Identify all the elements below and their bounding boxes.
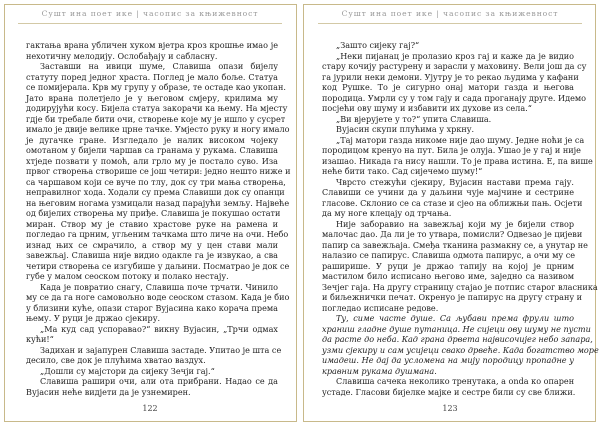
text-line: му се да га ноге самовољно воде сеоском стазом. Када је био [26, 292, 290, 302]
header-rule [318, 23, 582, 24]
text-line: са чаршавом који се вуче по тлу, док су три мања створења, [26, 176, 286, 187]
text-line: мастилом било исписано његово име, заједно са називом [322, 271, 574, 281]
text-line: завежљај. Славиша није видио одакле га је извукао, а сва [26, 250, 278, 260]
text-line: њему. У руци је држао сјекиру. [26, 313, 161, 323]
text-line: „Ма куд сад успоравао?“ викну Вујасин, „Трчи одмах [40, 323, 278, 334]
text-line: Ту, симе часте душе. Са љубави према фрули што [336, 313, 574, 323]
text-line: да му ноге клецају од трчања. [322, 208, 452, 218]
text-line: омотаном у бијели чаршав са гранама у рукама. Славиша [26, 145, 278, 155]
text-line: раширише. У руци је држао тапију на којој је црним [322, 260, 574, 271]
text-line: Када је повратио снагу, Славиша поче трчати. Чинило [40, 281, 278, 292]
text-line: погледао га црним, угљеним тачкама што личе на очи. Небо [26, 229, 289, 239]
text-line: Чврсто стежући сјекиру, Вујасин настави према гају. [336, 176, 574, 187]
text-line: изнад њих се смрачило, а створ му у цен стави мали [26, 239, 278, 250]
text-line: код Рушке. То је сигурно онај матори газда и његова [322, 82, 574, 92]
text-line: и биљежнички печат. Окренуо је папирус на другу страну и [322, 292, 583, 302]
text-line: Није заборавио на завежљај који му је бијели створ [336, 218, 574, 229]
text-line: гактања врана убличен хуком вјетра кроз крошње имао је [26, 40, 278, 50]
text-line: храниш гладне душе путаница. Не сијеци ову шуму не пусти [322, 323, 591, 334]
text-line: десило, све док је плућима хватао ваздух. [26, 355, 206, 365]
text-line: у близини куће, опази старог Вујасина како корача према [26, 302, 278, 313]
text-line: Славиша рашири очи, али ота прибрани. Надао се да [40, 376, 278, 386]
running-header: Сушт ина поет ике | часопис за књижевност [341, 9, 559, 18]
text-line: од бијелих створења му приђе. Славиша је покушао остати [26, 208, 281, 218]
text-block [322, 40, 599, 397]
text-line: изашао. Никада га нису нашли. То је права истина. Е, па више [322, 155, 593, 166]
text-line: нехотичну мелодију. Ослобађају и сабласну. [26, 50, 218, 61]
text-line: налазио се папирус. Славиша одмота папирус, а очи му се [322, 250, 576, 260]
text-line: гдје би требале бити очи, створење које му је ишло у сусрет [26, 113, 286, 124]
text-line: се помијерала. Крв му групу у образе, те остаде као укопан. [26, 82, 286, 92]
header-rule [18, 23, 282, 24]
text-line: Зечјег гаја. На другу страницу стајао је потпис старог власника [322, 281, 598, 292]
text-line: Задихан и зајапурен Славиша застаде. Упитао је шта се [40, 344, 282, 355]
running-header: Сушт ина поет ике | часопис за књижевност [41, 9, 259, 18]
text-block [26, 40, 291, 397]
text-line: узми сјекиру и сам усијеци свако дрвеће. Када богатство море [322, 344, 599, 355]
text-line: Заставши на ивици шуме, Славиша опази бијелу [40, 61, 278, 71]
text-line: „Зашто сијеку гај?“ [336, 40, 420, 50]
text-line: статуту поред једног храста. Поглед је мало боље. Статуа [26, 71, 278, 82]
text-line: „Тај матори газда никоме није дао шуму. Једне ноћи је са [336, 134, 585, 145]
text-line: Вујасин скупи плућима у хркну. [336, 124, 475, 134]
text-line: „Неки пијанац је пролазио кроз гај и каже да је видио [336, 50, 574, 61]
text-line: посјећи ову шуму и избавити их духове из села.“ [322, 103, 532, 113]
text-line: Славиша сачека неколико тренутака, а onda ко опарен [336, 376, 575, 386]
text-line: неправилног хода. Ходали су према Славиши док су опанци [26, 187, 285, 197]
text-line: имадеш. Не дај да усломена на мију породицу пропадне у [322, 355, 574, 365]
text-line: Славиши се учини да у даљини чује мајчине и сестрине [322, 187, 574, 197]
text-line: га јурили неки демони. Ујутру је то рекао људима у кафани [322, 71, 579, 82]
page-number: 122 [142, 404, 158, 413]
text-line: на његовим ногама узмицали назад парајући земљу. Највеће [26, 197, 290, 208]
text-line: гласове. Склонио се са стазе и сјео на оближњи пањ. Осјети [322, 197, 583, 208]
text-line: четири створења се изгубише у даљини. Посматрао је док се [26, 260, 290, 271]
text-line: погледао исписане редове. [322, 302, 439, 313]
text-line: додирујући косу. Бијела статуа закорачи ка њему. На мјесту [26, 103, 288, 113]
text-line: имало је двије велике црне тачке. Умјесто руку и ногу имало [26, 124, 290, 134]
text-line: миран. Створ му је ставио храстове руке на рамена и [26, 218, 278, 229]
text-line: стару кочију растурену и зарасли у маховину. Вели још да су [322, 61, 587, 71]
right-page [300, 0, 600, 426]
text-line: првог створења створише се још четири: једно нешто ниже и [26, 166, 291, 176]
text-line: губе у малом сеоском потоку и полако нестају. [26, 271, 229, 281]
page-number: 123 [442, 404, 458, 413]
text-line: је дугачке гране. Изгледало је налик високом чојеку [26, 134, 278, 145]
text-line: кравним рукама душмана. [322, 365, 437, 376]
text-line: хтједе позвати у помоћ, али грло му је постало суво. Иза [26, 155, 278, 166]
text-line: „Ви вјерујете у то?“ упита Славиша. [336, 113, 492, 124]
text-line: породицом кренуо на пут. Била је олуја. Ушао је у гај и није [322, 145, 581, 155]
text-line: да расте до неба. Кад грана дрвета највисочијег небо запара, [322, 334, 593, 344]
text-line: Вујасин неће видјети да је узнемирен. [26, 386, 191, 397]
text-line: папир са завежљаја. Смеђа тканина размакну се, а унутар не [322, 239, 588, 250]
text-line: малочас дао. Да ли је то утвара, помисли? Одвезао је цијеви [322, 229, 583, 239]
text-line: породица. Умрли су у том гају и сада проганају друге. Идемо [322, 92, 587, 103]
text-line: „Дошли су мајстори да сијеку Зечји гај.“ [40, 365, 215, 376]
text-line: Јато врана полетјело је у његовом смјеру, крилима му [26, 92, 278, 103]
text-line: кући!“ [26, 334, 54, 344]
text-line: неће бити тако. Сад сијечемо шуму!“ [322, 166, 483, 176]
text-line: устаде. Гласови бијелке мајке и сестре били су све ближи. [322, 386, 576, 397]
